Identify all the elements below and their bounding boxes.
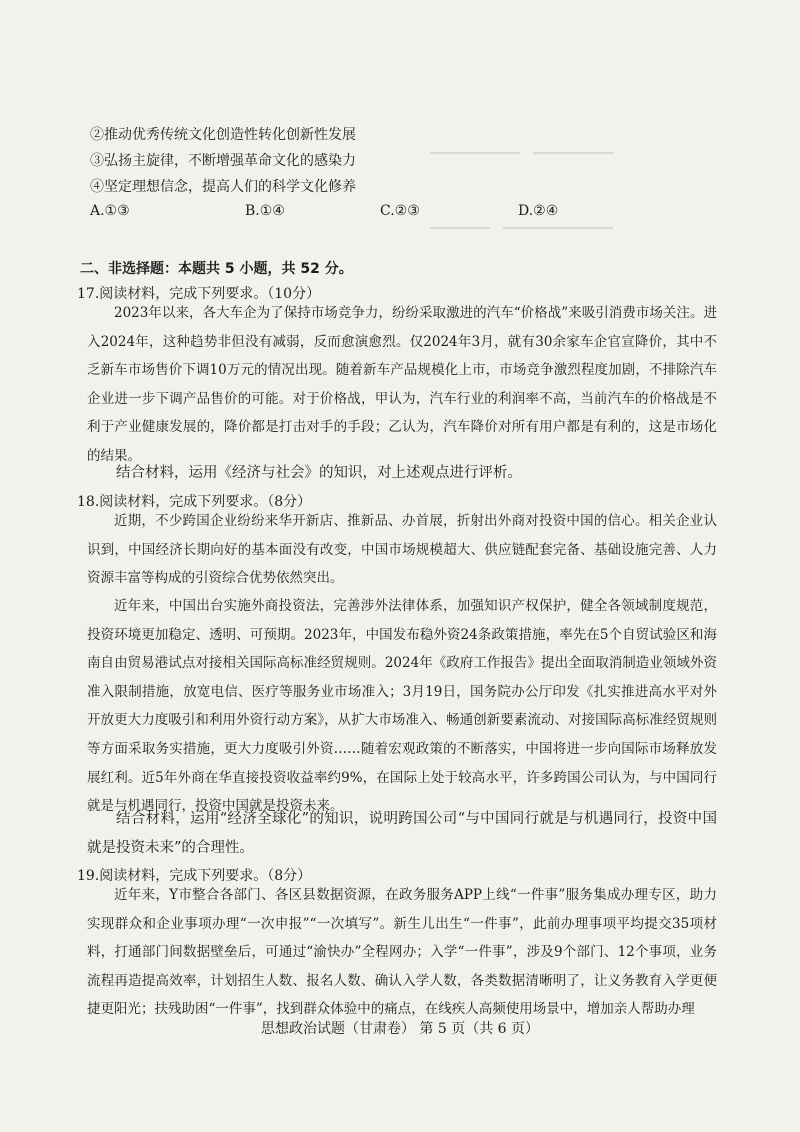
option-a: A.①③ (90, 203, 130, 219)
q17-requirement: 结合材料，运用《经济与社会》的知识，对上述观点进行评析。 (116, 465, 522, 481)
q18-material-2: 近年来，中国出台实施外商投资法，完善涉外法律体系，加强知识产权保护，健全各领域制度规范，投资环境更加稳定、透明、可预期。2023年，中国发布稳外资24条政策措施，率先在5个自贸试验区和海南自由贸易港试点对接相关国际高标准经贸规则。2024年《政府工作报告》提出全面取消制造业领域外资准入限制措施，放宽电信、医疗等服务业市场准入；3月19日，国务院办公厅印发《扎实推进高水平对外开放更大力度吸引和利用外资行动方案》，从扩大市场准入、畅通创新要素流动、对接国际高标准经贸规则等方面采取务实措施，更大力度吸引外资……随着宏观政策的不断落实，中国将进一步向国际市场释放发展红利。近5年外商在华直接投资收益率约9%，在国际上处于较高水平，许多跨国公司认为，与中国同行就是与机遇同行，投资中国就是投资未来。 (87, 598, 717, 815)
bleed-through-text: ▔▔▔▔▔▔▔▔▔ ▔▔▔▔▔▔▔▔ (430, 153, 613, 168)
q17-title: 17.阅读材料，完成下列要求。（10分） (77, 286, 321, 302)
bleed-through-text: ▔▔▔▔▔▔ ▔▔▔▔▔▔▔▔▔▔▔ (430, 228, 613, 243)
choice-item-2: ②推动优秀传统文化创造性转化创新性发展 (90, 127, 356, 143)
q19-material: 近年来，Y市整合各部门、各区县数据资源，在政务服务APP上线“一件事”服务集成办理专区，助力实现群众和企业事项办理“一次申报”“一次填写”。新生儿出生“一件事”，此前办理事项平均提交35项材料，打通部门间数据壁垒后，可通过“渝快办”全程网办；入学“一件事”，涉及9个部门、12个事项，业务流程再造提高效率，计划招生人数、报名人数、确认入学人数，各类数据清晰明了，让义务教育入学更便捷更阳光；扶残助困“一件事”，找到群众体验中的痛点，在线疾人高频使用场景中，增加亲人帮助办理 (87, 887, 717, 1018)
section-heading: 二、非选择题：本题共 5 小题，共 52 分。 (80, 261, 353, 277)
option-c: C.②③ (380, 203, 420, 219)
choice-item-4: ④坚定理想信念，提高人们的科学文化修养 (90, 179, 356, 195)
q18-title: 18.阅读材料，完成下列要求。（8分） (77, 494, 312, 510)
q17-material: 2023年以来，各大车企为了保持市场竞争力，纷纷采取激进的汽车“价格战”来吸引消费市场关注。进入2024年，这种趋势非但没有减弱，反而愈演愈烈。仅2024年3月，就有30余家车企官宣降价，其中不乏新车市场售价下调10万元的情况出现。随着新车产品规模化上市，市场竞争激烈程度加剧，不排除汽车企业进一步下调产品售价的可能。对于价格战，甲认为，汽车行业的利润率不高，当前汽车的价格战是不利于产业健康发展的，降价都是打击对手的手段；乙认为，汽车降价对所有用户都是有利的，这是市场化的结果。 (87, 305, 717, 464)
option-b: B.①④ (245, 203, 285, 219)
page-footer: 思想政治试题（甘肃卷） 第 5 页（共 6 页） (260, 1021, 540, 1037)
choice-item-3: ③弘扬主旋律，不断增强革命文化的感染力 (90, 153, 356, 169)
q18-material-1: 近期，不少跨国企业纷纷来华开新店、推新品、办首展，折射出外商对投资中国的信心。相关企业认识到，中国经济长期向好的基本面没有改变，中国市场规模超大、供应链配套完备、基础设施完善、人力资源丰富等构成的引资综合优势依然突出。 (87, 513, 717, 587)
option-d: D.②④ (518, 203, 559, 219)
q19-title: 19.阅读材料，完成下列要求。（8分） (77, 868, 312, 884)
q18-requirement: 结合材料，运用“经济全球化”的知识，说明跨国公司“与中国同行就是与机遇同行，投资中国就是投资未来”的合理性。 (87, 811, 717, 856)
